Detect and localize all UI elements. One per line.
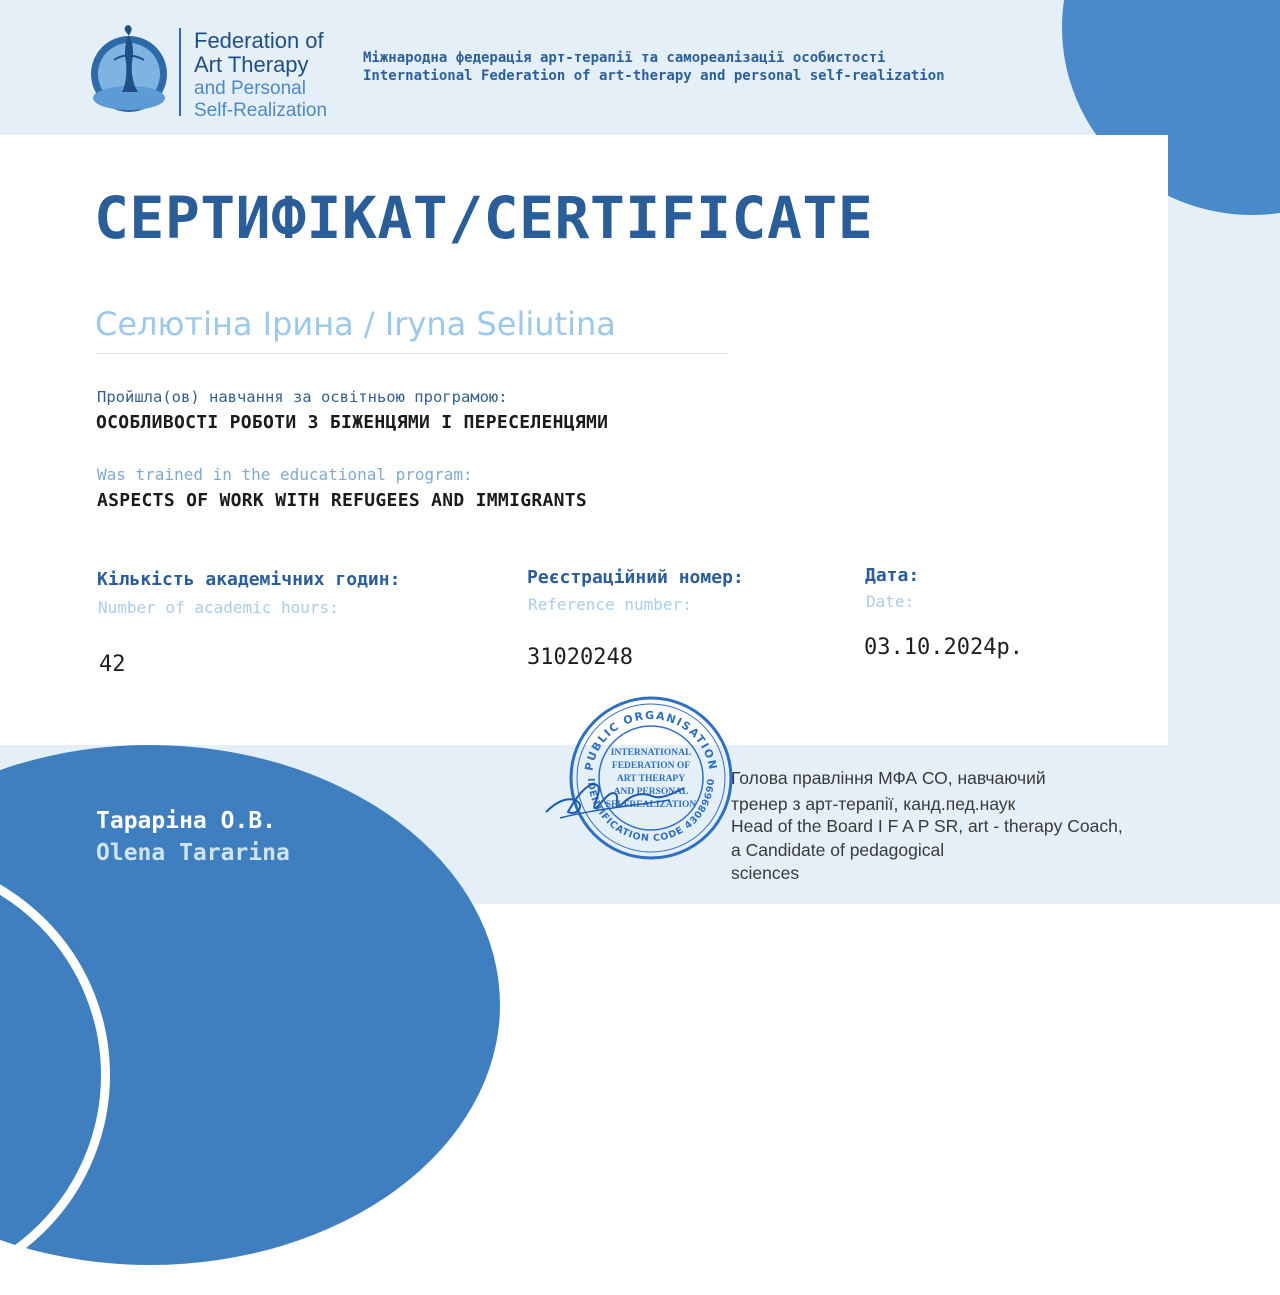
svg-text:AND PERSONAL: AND PERSONAL [613,787,689,797]
svg-text:INTERNATIONAL: INTERNATIONAL [610,748,692,758]
reference-label-ukrainian: Реєстраційний номер: [527,567,744,588]
signer-role-line-5: sciences [731,863,800,883]
hours-label-english: Number of academic hours: [98,598,339,617]
signer-role-line-4: a Candidate of pedagogical [731,840,945,860]
program-label-ukrainian: Пройшла(ов) навчання за освітньою програмою: [97,388,508,406]
program-name-english: ASPECTS OF WORK WITH REFUGEES AND IMMIGRANTS [97,490,588,511]
svg-text:PUBLIC ORGANISATION: PUBLIC ORGANISATION [582,708,720,772]
org-name-english: International Federation of art-therapy and personal self-realization [363,68,945,84]
certificate-title: СЕРТИФІКАТ/CERTIFICATE [94,184,874,252]
hours-value: 42 [99,652,126,677]
reference-label-english: Reference number: [528,595,692,614]
signer-role-line-3: Head of the Board I F A P SR, art - therapy Coach, [731,816,1123,836]
recipient-name: Селютіна Ірина / Iryna Seliutina [95,305,616,343]
program-name-ukrainian: ОСОБЛИВОСТІ РОБОТИ З БІЖЕНЦЯМИ І ПЕРЕСЕЛЕНЦЯМИ [96,412,609,433]
reference-value: 31020248 [527,645,633,670]
logo-text-line-2: Art Therapy [194,52,309,77]
federation-logo-icon [86,18,172,118]
handwritten-signature [540,760,690,830]
logo-text-line-4: Self-Realization [194,100,328,121]
org-name-ukrainian: Міжнародна федерація арт-терапії та самореалізації особистості [363,50,886,66]
svg-text:SELFREALIZATION: SELFREALIZATION [605,800,697,810]
recipient-underline [96,353,728,354]
svg-text:ART THERAPY: ART THERAPY [616,774,686,784]
signer-name-ukrainian: Тараріна О.В. [96,808,277,834]
logo-divider [179,28,181,116]
logo-text-line-1: Federation of [194,28,324,53]
signer-role-line-1: Голова правління МФА СО, навчаючий [731,768,1046,788]
date-value: 03.10.2024р. [864,635,1023,660]
svg-text:FEDERATION OF: FEDERATION OF [611,761,691,771]
signer-name-english: Olena Tararina [96,840,290,866]
svg-text:IDENTIFICATION CODE 43089690: IDENTIFICATION CODE 43089690 [584,777,718,845]
logo-text-line-3: and Personal [194,78,306,99]
signer-role-line-2: тренер з арт-терапії, канд.пед.наук [731,794,1016,814]
date-label-ukrainian: Дата: [865,565,920,586]
date-label-english: Date: [866,592,915,611]
program-label-english: Was trained in the educational program: [97,465,473,484]
hours-label-ukrainian: Кількість академічних годин: [97,569,401,590]
